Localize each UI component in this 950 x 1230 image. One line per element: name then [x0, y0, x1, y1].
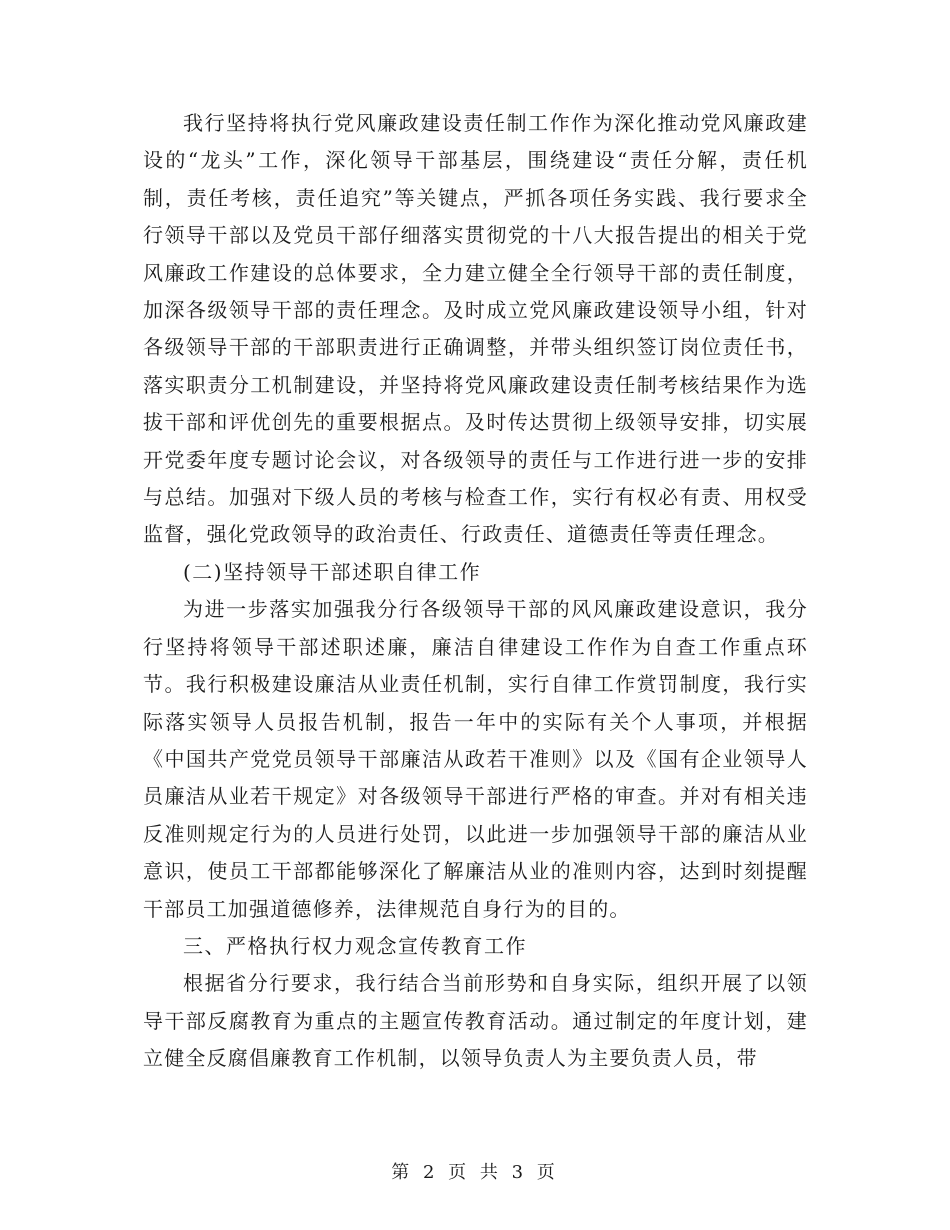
paragraph-education: 根据省分行要求，我行结合当前形势和自身实际，组织开展了以领导干部反腐教育为重点的主题宣传教育活动。通过制定的年度计划，建立健全反腐倡廉教育工作机制，以领导负责人为主要负责人员，带: [143, 971, 808, 1071]
section-heading-self-discipline: (二)坚持领导干部述职自律工作: [183, 559, 482, 584]
paragraph-self-discipline: 为进一步落实加强我分行各级领导干部的风风廉政建设意识，我分行坚持将领导干部述职述廉，廉洁自律建设工作作为自查工作重点环节。我行积极建设廉洁从业责任机制，实行自律工作赏罚制度，我行实际落实领导人员报告机制，报告一年中的实际有关个人事项，并根据《中国共产党党员领导干部廉洁从政若干准则》以及《国有企业领导人员廉洁从业若干规定》对各级领导干部进行严格的审查。并对有相关违反准则规定行为的人员进行处罚，以此进一步加强领导干部的廉洁从业意识，使员工干部都能够深化了解廉洁从业的准则内容，达到时刻提醒干部员工加强道德修养，法律规范自身行为的目的。: [143, 597, 808, 921]
document-body: [143, 105, 808, 1078]
paragraph-responsibility-system: 我行坚持将执行党风廉政建设责任制工作作为深化推动党风廉政建设的“龙头”工作，深化领导干部基层，围绕建设“责任分解，责任机制，责任考核，责任追究”等关键点，严抓各项任务实践、我行要求全行领导干部以及党员干部仔细落实贯彻党的十八大报告提出的相关于党风廉政工作建设的总体要求，全力建立健全全行领导干部的责任制度，加深各级领导干部的责任理念。及时成立党风廉政建设领导小组，针对各级领导干部的干部职责进行正确调整，并带头组织签订岗位责任书，落实职责分工机制建设，并坚持将党风廉政建设责任制考核结果作为选拔干部和评优创先的重要根据点。及时传达贯彻上级领导安排，切实展开党委年度专题讨论会议，对各级领导的责任与工作进行进一步的安排与总结。加强对下级人员的考核与检查工作，实行有权必有责、用权受监督，强化党政领导的政治责任、行政责任、道德责任等责任理念。: [143, 111, 808, 547]
section-heading-education: 三、严格执行权力观念宣传教育工作: [183, 933, 527, 958]
page-number-footer: 第 2 页 共 3 页: [391, 1162, 559, 1183]
